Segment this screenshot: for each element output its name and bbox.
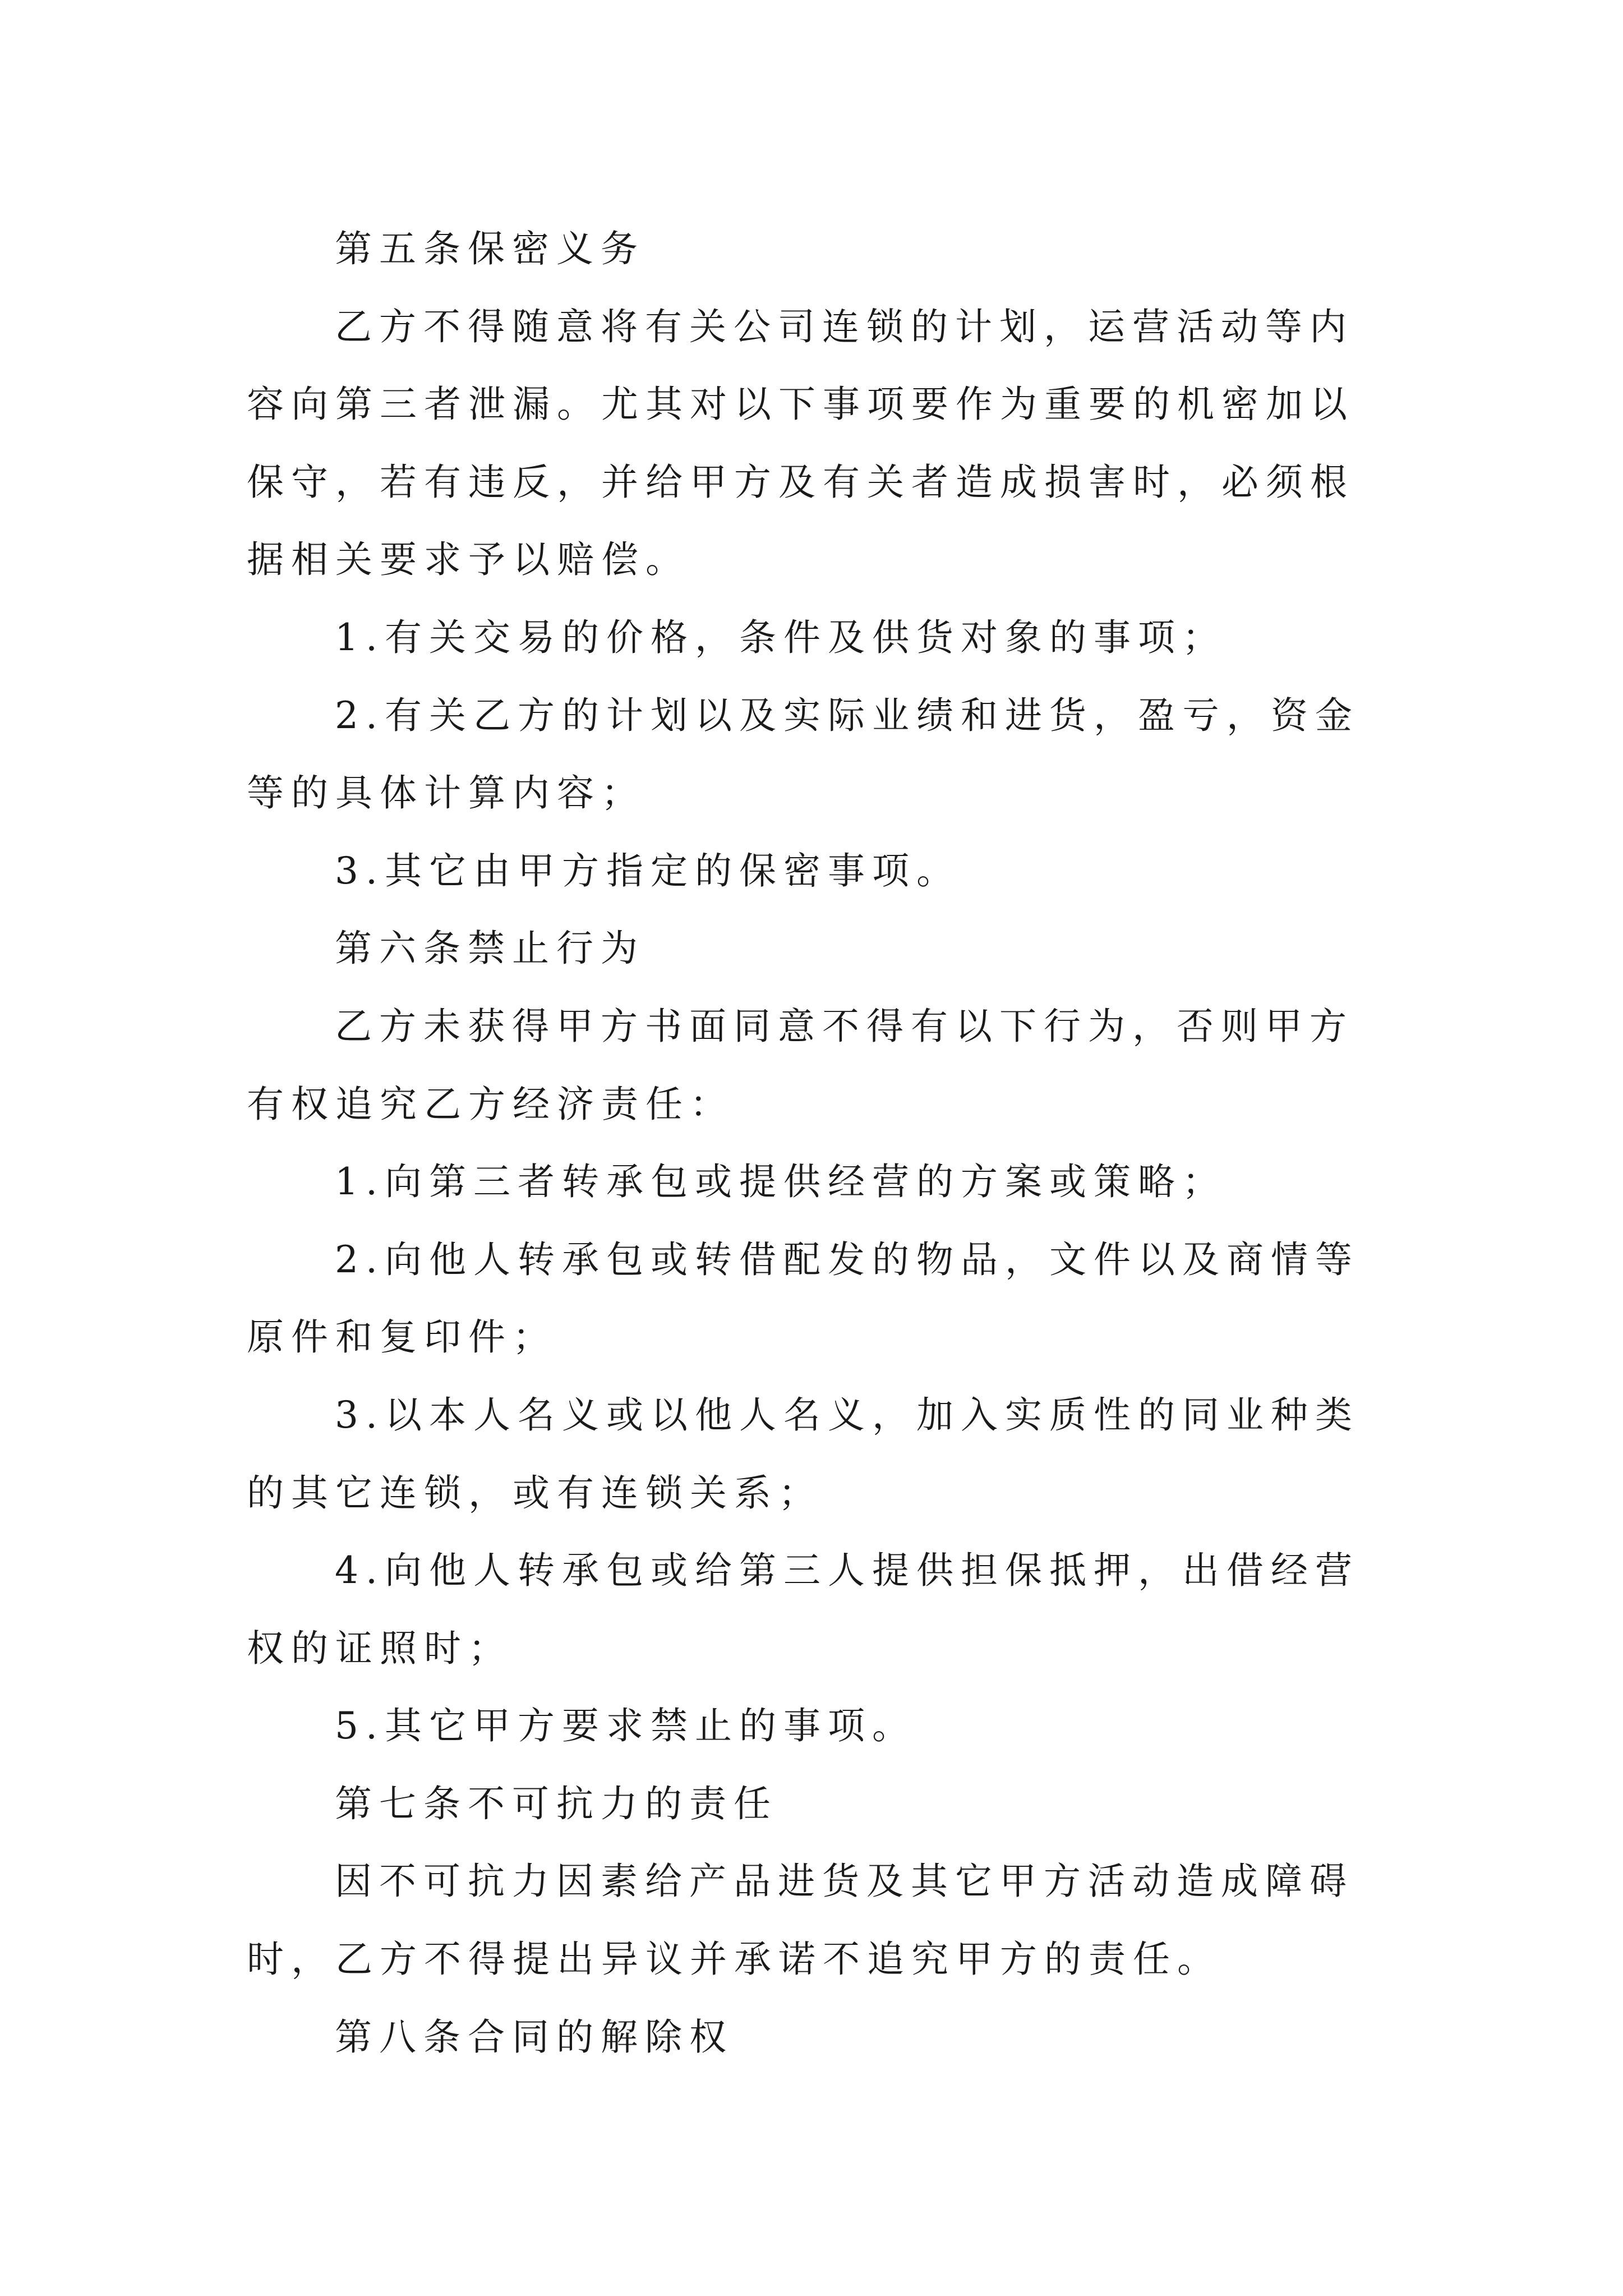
section-heading: 第五条保密义务 (335, 227, 645, 270)
paragraph: 因不可抗力因素给产品进货及其它甲方活动造成障碍时，乙方不得提出异议并承诺不追究甲方的责任。 (247, 1860, 1354, 1981)
list-item: 4.向他人转承包或给第三人提供担保抵押，出借经营权的证照时； (247, 1549, 1359, 1670)
list-item: 3.以本人名义或以他人名义，加入实质性的同业种类的其它连锁，或有连锁关系； (247, 1393, 1359, 1515)
paragraph: 乙方不得随意将有关公司连锁的计划，运营活动等内容向第三者泄漏。尤其对以下事项要作为重要的机密加以保守，若有违反，并给甲方及有关者造成损害时，必须根据相关要求予以赔偿。 (247, 305, 1354, 582)
list-item: 1.向第三者转承包或提供经营的方案或策略； (335, 1160, 1227, 1204)
section-heading: 第六条禁止行为 (335, 927, 645, 970)
list-item: 2.有关乙方的计划以及实际业绩和进货，盈亏，资金等的具体计算内容； (247, 693, 1359, 815)
list-item: 1.有关交易的价格，条件及供货对象的事项； (335, 615, 1227, 659)
paragraph: 乙方未获得甲方书面同意不得有以下行为，否则甲方有权追究乙方经济责任： (247, 1004, 1354, 1126)
list-item: 2.向他人转承包或转借配发的物品，文件以及商情等原件和复印件； (247, 1237, 1359, 1359)
document-body (247, 210, 1391, 2076)
section-heading: 第八条合同的解除权 (335, 2015, 734, 2059)
section-heading: 第七条不可抗力的责任 (335, 1782, 778, 1825)
list-item: 3.其它由甲方指定的保密事项。 (335, 849, 961, 892)
list-item: 5.其它甲方要求禁止的事项。 (335, 1704, 916, 1748)
